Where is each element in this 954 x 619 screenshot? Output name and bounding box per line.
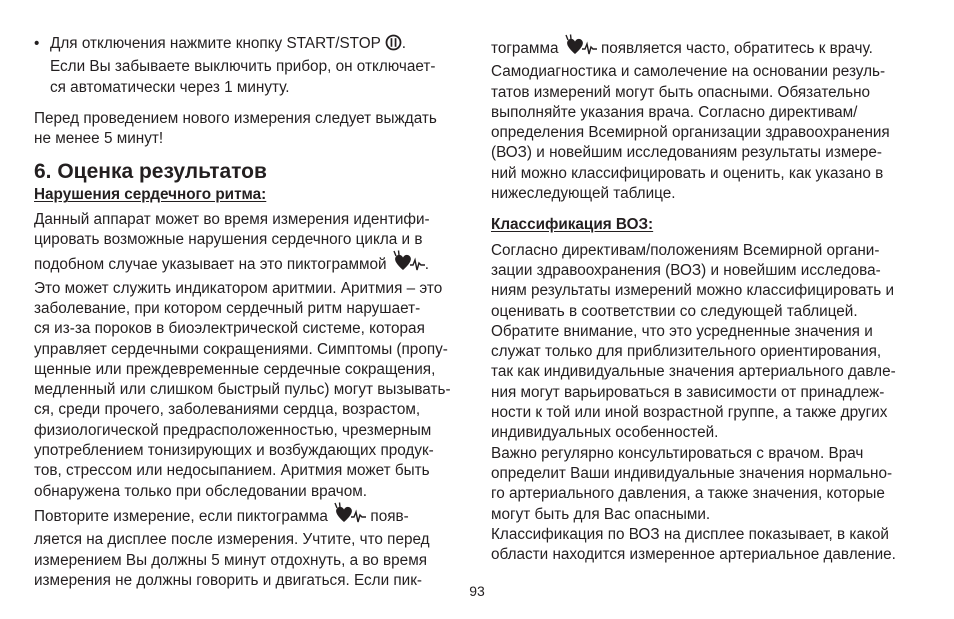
paragraph-line: оценивать в соответствии со следующей таблицей. <box>491 302 858 320</box>
paragraph-text: появляется часто, обратитесь к врачу. <box>600 40 873 57</box>
bullet-text: Для отключения нажмите кнопку START/STOP <box>50 35 381 52</box>
paragraph-text: тограмма <box>491 40 559 57</box>
paragraph-line: Перед проведением нового измерения следует выждать <box>34 109 437 127</box>
paragraph-line: Классификация по ВОЗ на дисплее показывает, в какой <box>491 525 889 543</box>
paragraph-line: заболевание, при котором сердечный ритм нарушает- <box>34 299 421 317</box>
bullet-text: . <box>401 35 407 52</box>
spacer <box>34 149 462 157</box>
paragraph-line: Это может служить индикатором аритмии. Аритмия – это <box>34 279 443 297</box>
paragraph-line: ляется на дисплее после измерения. Учтите, что перед <box>34 531 430 549</box>
spacer <box>34 98 462 109</box>
paragraph-line: татов измерений могут быть опасными. Обязательно <box>491 83 871 101</box>
bullet-text: Если Вы забываете выключить прибор, он отключает- <box>50 58 436 76</box>
paragraph-line: так как индивидуальные значения артериального давле- <box>491 363 896 381</box>
heart-arrhythmia-icon <box>391 250 425 278</box>
paragraph-line: тов, стрессом или недосыпанием. Аритмия может быть <box>34 462 430 480</box>
paragraph-line: индивидуальных особенностей. <box>491 424 719 442</box>
paragraph-line <box>34 250 462 278</box>
paragraph-line: измерения не должны говорить и двигаться. Если пик- <box>34 571 422 589</box>
paragraph-line: обнаружена только при обследовании врачом. <box>34 482 368 500</box>
heart-arrhythmia-icon <box>332 502 366 530</box>
paragraph-line: определения Всемирной организации здравоохранения <box>491 124 890 142</box>
paragraph-line <box>34 502 462 530</box>
subheading-who: Классификация ВОЗ: <box>491 216 654 234</box>
left-column <box>34 34 462 591</box>
paragraph-line: ния могут варьироваться в зависимости от принадлеж- <box>491 383 885 401</box>
page-number: 93 <box>469 583 485 599</box>
paragraph-line: Важно регулярно консультироваться с врачом. Врач <box>491 444 864 462</box>
right-column <box>491 34 923 565</box>
heart-arrhythmia-icon <box>563 34 597 62</box>
bullet-line <box>34 34 462 57</box>
paragraph-line: управляет сердечными сокращениями. Симптомы (пропу- <box>34 340 448 358</box>
paragraph-line: выполняйте указания врача. Согласно директивам/ <box>491 103 858 121</box>
paragraph-line: щенные или преждевременные сердечные сокращения, <box>34 360 436 378</box>
spacer <box>491 204 923 215</box>
power-icon <box>385 34 402 57</box>
paragraph-line: Обратите внимание, что это усредненные значения и <box>491 322 873 340</box>
paragraph-line: го артериального давления, а также значения, которые <box>491 485 885 503</box>
paragraph-line: нижеследующей таблице. <box>491 185 676 203</box>
paragraph-text: . <box>424 256 430 274</box>
paragraph-line: цировать возможные нарушения сердечного цикла и в <box>34 231 423 249</box>
paragraph-text: появ- <box>370 507 409 525</box>
paragraph-line: ниям результаты измерений можно классифицировать и <box>491 282 894 300</box>
paragraph-line: физиологической предрасположенностью, чрезмерным <box>34 421 432 439</box>
paragraph-line: Согласно директивам/положениям Всемирной органи- <box>491 241 880 259</box>
bullet-text: ся автоматически через 1 минуту. <box>50 78 290 96</box>
paragraph-line: ности к той или иной возрастной группе, а также других <box>491 404 888 422</box>
paragraph-line: области находится измеренное артериальное давление. <box>491 546 896 564</box>
section-heading: 6. Оценка результатов <box>34 160 267 184</box>
paragraph-line: определит Ваши индивидуальные значения нормально- <box>491 464 893 482</box>
paragraph-line: Данный аппарат может во время измерения идентифи- <box>34 210 430 228</box>
paragraph-line: (ВОЗ) и новейшим исследованиям результаты измере- <box>491 144 882 162</box>
paragraph-line: употреблением тонизирующих и возбуждающих продук- <box>34 442 434 460</box>
paragraph-line: ний можно классифицировать и оценить, как указано в <box>491 164 884 182</box>
paragraph-line: ся, среди прочего, заболеваниями сердца, возрастом, <box>34 401 421 419</box>
subheading-arrhythmia: Нарушения сердечного ритма: <box>34 186 267 204</box>
bullet-mark: • <box>34 35 40 52</box>
paragraph-line: медленный или слишком быстрый пульс) могут вызывать- <box>34 381 451 399</box>
paragraph-line <box>491 34 923 62</box>
paragraph-line: служат только для приблизительного ориентирования, <box>491 343 882 361</box>
paragraph-line: не менее 5 минут! <box>34 130 164 148</box>
paragraph-line: измерением Вы должны 5 минут отдохнуть, а во время <box>34 551 427 569</box>
paragraph-line: могут быть для Вас опасными. <box>491 505 711 523</box>
paragraph-line: Самодиагностика и самолечение на основании резуль- <box>491 63 886 81</box>
paragraph-text: подобном случае указывает на это пиктограммой <box>34 256 387 274</box>
paragraph-line: ся из-за пороков в биоэлектрической системе, которая <box>34 320 425 338</box>
paragraph-text: Повторите измерение, если пиктограмма <box>34 507 328 525</box>
paragraph-line: зации здравоохранения (ВОЗ) и новейшим исследова- <box>491 261 881 279</box>
